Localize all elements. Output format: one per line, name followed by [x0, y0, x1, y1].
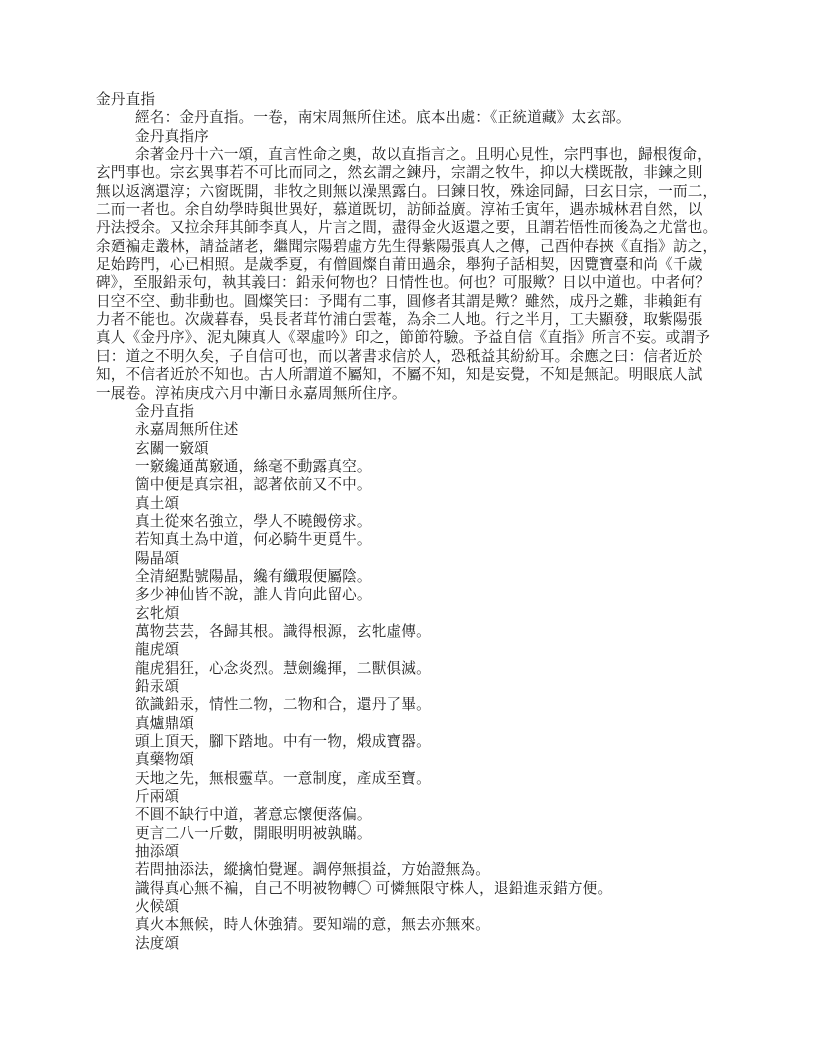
text-line: 多少神仙皆不說，誰人肯向此留心。 — [135, 587, 372, 604]
text-line: 識得真心無不褊，自己不明被物轉〇 可憐無限守株人，退鉛進汞錯方便。 — [135, 880, 613, 897]
text-line: 曰：道之不明久矣，子自信可也，而以著書求信於人，恐秪益其紛紛耳。余應之曰：信者近於 — [96, 348, 703, 365]
text-line: 余著金丹十六一頌，直言性命之奧，故以直指言之。且明心見性，宗門事也，歸根復命， — [135, 147, 712, 164]
text-line: 真爐鼎頌 — [135, 715, 195, 732]
text-line: 足始跨門，心已相照。是歲季夏，有僧圓燦自莆田過余，舉狗子話相契，因覽寶臺和尚《千歲 — [96, 257, 703, 274]
text-line: 天地之先，無根靈草。一意制度，產成至寶。 — [135, 770, 431, 787]
text-line: 欲識鉛汞，情性二物，二物和合，還丹了畢。 — [135, 697, 431, 714]
text-line: 金丹真指序 — [135, 128, 209, 145]
document-text-body — [96, 91, 728, 953]
text-line: 更言二八一斤數，開眼明明被孰瞞。 — [135, 825, 372, 842]
text-line: 龍虎頌 — [135, 642, 180, 659]
text-line: 經名：金丹直指。一卷，南宋周無所住述。底本出處：《正統道藏》太玄部。 — [135, 110, 631, 127]
text-line: 真土頌 — [135, 495, 180, 512]
text-line: 玄關一竅頌 — [135, 440, 209, 457]
text-line: 法度頌 — [135, 935, 180, 952]
text-line: 丹法授余。又拉余拜其師李真人，片言之間，盡得金火返還之要，且謂若悟性而後為之尤當也。 — [96, 220, 718, 237]
text-line: 萬物芸芸，各歸其根。識得根源，玄牝虛傳。 — [135, 623, 431, 640]
text-line: 余廼褊走叢林，請益諸老，繼聞宗陽碧虛方先生得紫陽張真人之傳，己酉仲春挾《直指》訪之， — [96, 238, 718, 255]
text-line: 若問抽添法，縱擒怕覺遲。調停無損益，方始證無為。 — [135, 862, 491, 879]
text-line: 永嘉周無所住述 — [135, 422, 239, 439]
text-line: 一展卷。淳祐庚戌六月中漸日永嘉周無所住序。 — [96, 385, 407, 402]
text-line: 二而一者也。余自幼學時與世異好，慕道既切，訪師益廣。淳祐壬寅年，遇赤城林君自然，以 — [96, 202, 703, 219]
text-line: 日空不空、動非動也。圓燦笑曰：予聞有二事，圓修者其謂是歟？雖然，成丹之難，非賴鉅有 — [96, 293, 703, 310]
text-line: 一竅纔通萬竅通，絲毫不動露真空。 — [135, 458, 372, 475]
text-line: 知，不信者近於不知也。古人所謂道不屬知，不屬不知，知是妄覺，不知是無記。明眼底人試 — [96, 367, 703, 384]
text-line: 頭上頂天，腳下踏地。中有一物，煅成寶器。 — [135, 734, 431, 751]
text-line: 玄門事也。宗玄異事若不可比而同之，然玄謂之鍊丹，宗謂之牧牛，抑以大樸既散，非鍊之則 — [96, 165, 703, 182]
text-line: 金丹直指 — [96, 92, 156, 108]
text-line: 無以返漓還淳；六窗既開，非牧之則無以澡黑露白。曰鍊日牧，殊途同歸，曰玄日宗，一而二， — [96, 183, 718, 200]
text-line: 抽添頌 — [135, 844, 180, 861]
text-line: 金丹直指 — [135, 403, 195, 420]
text-line: 真人《金丹序》、泥丸陳真人《翠虛吟》印之，節節符驗。予益自信《直指》所言不妄。或謂予 — [96, 330, 711, 347]
text-line: 玄牝煩 — [135, 605, 180, 622]
text-line: 不圓不缺行中道，著意忘懷便落偏。 — [135, 807, 372, 824]
text-line: 碑》，至服鉛汞句，執其義曰：鉛汞何物也？日情性也。何也？可服歟？日以中道也。中者何？ — [96, 275, 711, 292]
text-line: 斤兩頌 — [135, 789, 180, 806]
text-line: 全清絕點號陽晶，纔有纖瑕便屬陰。 — [135, 568, 372, 585]
text-line: 陽晶頌 — [135, 550, 180, 567]
text-line: 真藥物頌 — [135, 752, 195, 769]
text-line: 龍虎猖狂，心念炎烈。慧劍纔揮，二獸俱滅。 — [135, 660, 431, 677]
text-line: 火候頌 — [135, 899, 180, 916]
text-line: 真土從來名強立，學人不曉饅傍求。 — [135, 513, 372, 530]
text-line: 鉛汞頌 — [135, 679, 180, 695]
text-line: 箇中便是真宗祖，認著依前又不中。 — [135, 477, 372, 494]
text-line: 力者不能也。次歲暮春，吳長者茸竹浦白雲菴，為余二人地。行之半月，工夫顯發，取紫陽張 — [96, 312, 703, 329]
text-line: 真火本無候，時人休強猜。要知端的意，無去亦無來。 — [135, 917, 491, 934]
text-line: 若知真土為中道，何必騎牛更覓牛。 — [135, 532, 372, 549]
